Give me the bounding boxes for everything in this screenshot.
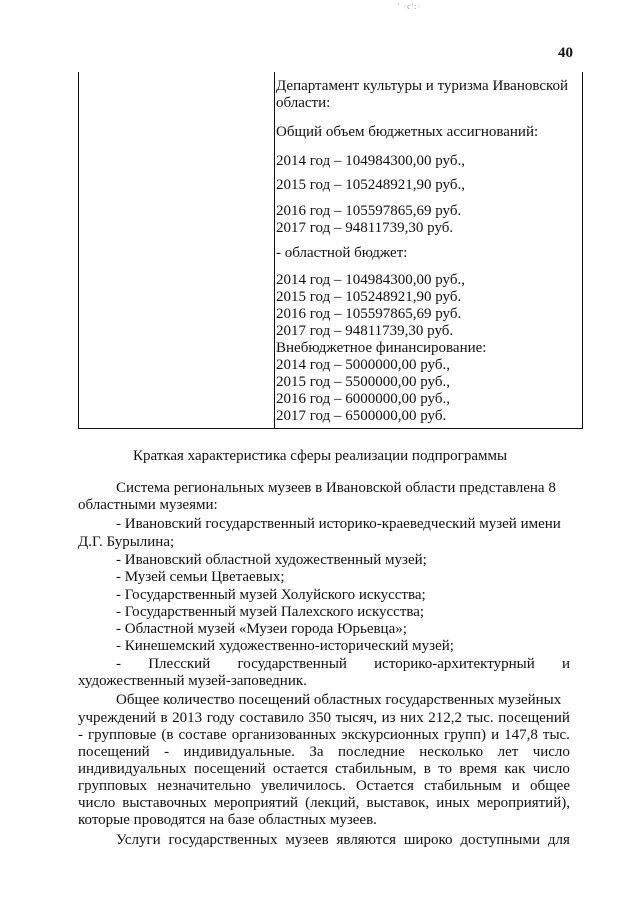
- table-cell-line: 2015 год – 105248921,90 руб.,: [276, 177, 465, 193]
- table-cell-line: 2015 год – 105248921,90 руб.: [276, 289, 462, 305]
- table-border-bottom: [78, 428, 583, 429]
- word: выставочных: [122, 795, 207, 811]
- table-cell-line: области:: [276, 95, 331, 111]
- word: организованных: [231, 727, 337, 743]
- table-cell-line: 2014 год – 104984300,00 руб.,: [276, 153, 465, 169]
- word: году: [206, 710, 235, 726]
- museum-list-item: Д.Г. Бурылина;: [78, 534, 175, 550]
- table-cell-line: 2017 год – 94811739,30 руб.: [276, 323, 454, 339]
- table-cell-line: 2015 год – 5500000,00 руб.,: [276, 374, 450, 390]
- word: 2013: [172, 710, 203, 726]
- word: доступными: [460, 832, 541, 848]
- table-cell-line: - областной бюджет:: [276, 245, 408, 261]
- word: 350: [308, 710, 332, 726]
- table-cell-line: 2014 год – 104984300,00 руб.,: [276, 272, 465, 288]
- paragraph-line: [78, 778, 570, 795]
- scan-artifact: ' ·с':·: [398, 2, 421, 11]
- word: них: [400, 710, 424, 726]
- word: 212,2: [428, 710, 463, 726]
- word: тыс.: [466, 710, 494, 726]
- table-border-middle: [274, 72, 275, 429]
- word: в: [160, 710, 168, 726]
- table-cell-line: 2017 год – 6500000,00 руб.: [276, 408, 447, 424]
- museum-list-item: - Областной музей «Музеи города Юрьевца»;: [116, 621, 407, 637]
- paragraph-line: [78, 744, 570, 761]
- word: как: [504, 761, 526, 777]
- word: посещений: [193, 761, 266, 777]
- word: стабильным: [424, 778, 502, 794]
- museum-list-item: [116, 656, 570, 673]
- word: время: [459, 761, 498, 777]
- word: составило: [239, 710, 304, 726]
- word: индивидуальные.: [183, 744, 295, 760]
- table-border-left: [78, 72, 79, 429]
- paragraph-line: [116, 832, 570, 849]
- word: Услуги: [116, 832, 161, 848]
- word: (в: [161, 727, 174, 743]
- table-cell-line: 2017 год – 94811739,30 руб.: [276, 220, 454, 236]
- word: выставок,: [366, 795, 430, 811]
- word: составе: [178, 727, 227, 743]
- museum-list-item: - Государственный музей Палехского искусства;: [116, 604, 425, 620]
- word: -: [164, 744, 170, 760]
- intro-line: областными музеями:: [78, 497, 218, 513]
- word: учреждений: [78, 710, 156, 726]
- paragraph-line: [78, 795, 570, 812]
- word: и: [491, 727, 500, 743]
- word: увеличилось.: [261, 778, 346, 794]
- word: и: [511, 778, 520, 794]
- table-cell-line: Департамент культуры и туризма Ивановской: [276, 78, 569, 94]
- word: число: [532, 744, 570, 760]
- museum-list-item: - Государственный музей Холуйского искусства;: [116, 587, 426, 603]
- table-cell-line: 2014 год – 5000000,00 руб.,: [276, 357, 450, 373]
- paragraph-line: Общее количество посещений областных государственных музейных: [116, 692, 562, 708]
- table-border-right: [582, 72, 583, 429]
- word: общее: [529, 778, 570, 794]
- table-cell-line: 2016 год – 105597865,69 руб.: [276, 203, 462, 219]
- word: незначительно: [157, 778, 251, 794]
- word: являются: [336, 832, 397, 848]
- word: экскурсионных: [341, 727, 440, 743]
- table-cell-line: 2016 год – 105597865,69 руб.: [276, 306, 462, 322]
- word: музеев: [285, 832, 329, 848]
- word: число: [78, 795, 116, 811]
- museum-list-item: художественный музей-заповедник.: [78, 673, 307, 689]
- word: -: [116, 656, 121, 672]
- word: мероприятий: [213, 795, 299, 811]
- word: 147,8: [504, 727, 538, 743]
- paragraph-line: [78, 727, 570, 744]
- word: и: [561, 656, 570, 672]
- word: из: [381, 710, 396, 726]
- word: тыс.: [542, 727, 570, 743]
- word: остается: [272, 761, 328, 777]
- intro-line: Система региональных музеев в Ивановской области представлена 8: [116, 480, 556, 496]
- word: число: [532, 761, 570, 777]
- word: то: [438, 761, 453, 777]
- word: несколько: [419, 744, 484, 760]
- word: государственный: [237, 656, 347, 672]
- table-cell-line: Общий объем бюджетных ассигнований:: [276, 124, 539, 140]
- word: в: [423, 761, 431, 777]
- word: посещений: [78, 744, 150, 760]
- museum-list-item: - Ивановский областной художественный музей;: [116, 552, 427, 568]
- page-number: 40: [558, 45, 573, 61]
- word: посещений: [498, 710, 570, 726]
- word: государственных: [168, 832, 278, 848]
- section-heading: Краткая характеристика сферы реализации подпрограммы: [132, 448, 508, 464]
- table-cell-line: 2016 год – 6000000,00 руб.,: [276, 391, 450, 407]
- word: последние: [337, 744, 405, 760]
- word: для: [547, 832, 570, 848]
- word: иных: [436, 795, 470, 811]
- word: групповые: [88, 727, 157, 743]
- word: индивидуальных: [78, 761, 187, 777]
- paragraph-line: [78, 761, 570, 778]
- word: (лекций,: [305, 795, 360, 811]
- word: групповых: [78, 778, 148, 794]
- word: -: [78, 727, 83, 743]
- word: Плесский: [148, 656, 211, 672]
- paragraph-line: [78, 710, 570, 727]
- museum-list-item: - Ивановский государственный историко-краеведческий музей имени: [116, 516, 561, 532]
- word: стабильным,: [335, 761, 417, 777]
- table-cell-line: Внебюджетное финансирование:: [276, 340, 487, 356]
- museum-list-item: - Кинешемский художественно-исторический музей;: [116, 638, 454, 654]
- word: лет: [497, 744, 519, 760]
- word: мероприятий),: [477, 795, 570, 811]
- museum-list-item: - Музей семьи Цветаевых;: [116, 569, 285, 585]
- word: Остается: [356, 778, 414, 794]
- word: тысяч,: [335, 710, 378, 726]
- paragraph-line: которые проводятся на базе областных музеев.: [78, 812, 377, 828]
- word: групп): [444, 727, 487, 743]
- word: историко-архитектурный: [374, 656, 535, 672]
- word: широко: [403, 832, 453, 848]
- word: За: [309, 744, 324, 760]
